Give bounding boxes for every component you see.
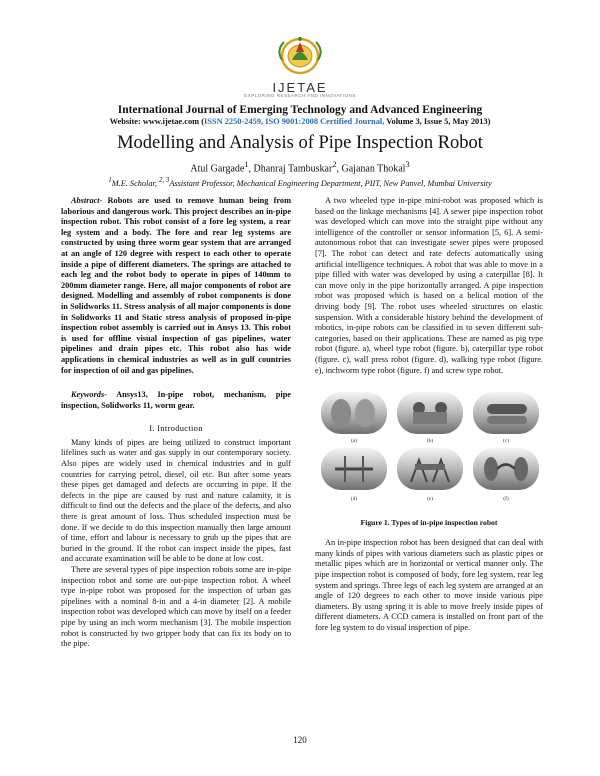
author-list <box>0 160 600 174</box>
figure-label: (b) <box>426 438 434 445</box>
website-prefix[interactable]: Website: www.ijetae.com ( <box>109 117 204 126</box>
paragraph: Many kinds of pipes are being utilized to construct important lifelines such as water and gas supply in our contemporary society. Also pipes are widely used in chemical industries and in gulf countries for carrying petrol, diesel, oil etc. But after some years these pipes get damaged and defects are occurring in pipe. If the defects in the pipe are caused by rust and nature calamity, it is difficult to find out the defects and the place of the defects, and also there is great amount of loss. Thus scheduled inspection must be done. If we decide to do this inspection manually then large amount of time, effort and labour is necessary to grub up the pipes that are buried in the ground. If the robot can inspect inside the pipes, fast and accurate examination will be able to be done at low cost. <box>61 437 291 564</box>
figure-label: (a) <box>350 438 358 445</box>
abstract <box>61 196 291 376</box>
paper-title: Modelling and Analysis of Pipe Inspection Robot <box>117 133 483 153</box>
robot-d-wall-press-image <box>321 448 387 490</box>
figure-label: (c) <box>502 438 510 445</box>
robot-b-wheel-image <box>397 392 463 434</box>
abstract-text: Robots are used to remove human being from laborious and dangerous work. This project describes an in-pipe inspection robot. This robot consist of a fore leg system, a rear leg system and a body. The fore and rear leg systems are constructed by using three worm gear system that are arranged at an angle of 120 degree with respect to each other to operate inside a pipe of different diameters. The springs are attached to each leg and the robot body to operate in pipes of 140mm to 200mm diameter range. Here, all major components of robot are designed. Modelling and assembly of robot components is done in Solidworks 11. Stress analysis of all major components is done in Solidworks 11 and Static stress analysis of proposed in-pipe inspection robot assembly is carried out in Ansys 13. This robot is used for offline visual inspection of gas pipelines, water pipelines and drain pipes etc. This robot also has wide applications in chemical industries as well as in gulf countries for inspection of oil and gas pipelines. <box>61 196 291 375</box>
figure-robot-types <box>315 386 543 508</box>
logo-tagline: EXPLORING RESEARCH AND INNOVATIONS <box>244 93 356 98</box>
right-column <box>315 196 543 634</box>
author-name: Atul Gargade <box>190 163 245 175</box>
paragraph: There are several types of pipe inspection robots some are in-pipe inspection robot and some are out-pipe inspection robot. A wheel type in-pipe robot was proposed for the inspection of urban gas pipelines with a nominal 8-in and a 4-in diameter [2]. A mobile inspection robot was developed which can move by itself on a feeder pipe by using an inch worm mechanism [3]. The mobile inspection robot is constructed by two gripper body that can fix its body on to the pipe. <box>61 565 291 649</box>
keywords-lead: Keywords- <box>71 390 107 400</box>
author-name: Dhanraj Tambuskar <box>253 163 333 175</box>
website-suffix: Volume 3, Issue 5, May 2013) <box>384 117 491 126</box>
figure-label: (e) <box>426 496 434 503</box>
journal-name: International Journal of Emerging Technology and Advanced Engineering <box>117 104 483 116</box>
page-number: 120 <box>293 735 307 745</box>
logo-emblem-icon <box>279 37 320 73</box>
figure-label: (f) <box>503 496 509 503</box>
keywords-text: Ansys13, In-pipe robot, mechanism, pipe inspection, Solidworks 11, worm gear. <box>61 390 291 410</box>
figure-caption: Figure 1. Types of in-pipe inspection robot <box>360 517 498 527</box>
paragraph: An in-pipe inspection robot has been designed that can deal with many kinds of pipes with various diameters such as plastic pipes or metallic pipes which are in horizontal or vertical manner only. The pipe inspection robot is composed of body, fore leg system, rear leg system and springs. Three legs of each leg system are arranged at an angle of 120 degrees to each other to move inside various pipe diameters. By using spring it is able to move freely inside pipes of different diameters. A CCD camera is installed on front part of the fore leg system to do visual inspection of pipe. <box>315 538 543 633</box>
affil-part: Assistant Professor, Mechanical Engineering Department, PIIT, New Panvel, Mumbai University <box>169 178 492 188</box>
robot-c-caterpillar-image <box>473 392 539 434</box>
author-sup: 3 <box>405 160 410 169</box>
affil-sup: 2, 3 <box>158 177 170 184</box>
author-sup: 1 <box>244 160 249 169</box>
left-column <box>61 196 291 650</box>
paragraph: A two wheeled type in-pipe mini-robot was proposed which is based on the linkage mechanisms [4]. A sewer pipe inspection robot was developed which can move into the straight pipe without any intelligence of the controller or sensor information [5, 6]. A semi-autonomous robot that can investigate sewer pipes were proposed [7]. The robot can detect and rate defects automatically using artificial intelligence techniques. A robot that was able to move in a pipe filled with water was developed by using a caterpillar [8]. It can move only in the pipe horizontally arranged. A pipe inspection robot was proposed which is based on a helical motion of the driving body [9]. The robot uses wheeled structures on elastic suspension. With a considerable history behind the development of robotics, in-pipe robots can be classified in to seven different sub-categories, based on their applications. These are named as pig type robot (figure. a), wheel type robot (figure. b), caterpillar type robot (figure. c), wall press robot (figure. d), walking type robot (figure. e), inchworm type robot (figure. f) and screw type robot. <box>315 196 543 375</box>
author-name: Gajanan Thokal <box>341 163 406 175</box>
journal-website-line <box>0 117 600 126</box>
robot-e-walking-image <box>397 448 463 490</box>
logo-text: IJETAE <box>272 80 328 95</box>
author-sep: , <box>336 163 342 175</box>
website-issn[interactable]: ISSN 2250-2459, ISO 9001:2008 Certified Journal, <box>204 117 385 126</box>
author-sep: , <box>248 163 254 175</box>
affil-sup: 1 <box>108 177 112 184</box>
affil-part: M.E. Scholar, <box>111 178 159 188</box>
robot-f-inchworm-image <box>473 448 539 490</box>
section-heading: I. Introduction <box>149 423 203 434</box>
keywords <box>61 390 291 411</box>
author-sup: 2 <box>332 160 337 169</box>
figure-label: (d) <box>350 496 358 503</box>
abstract-lead: Abstract- <box>71 196 103 205</box>
robot-a-pig-image <box>321 392 387 434</box>
author-affiliation <box>0 177 600 188</box>
